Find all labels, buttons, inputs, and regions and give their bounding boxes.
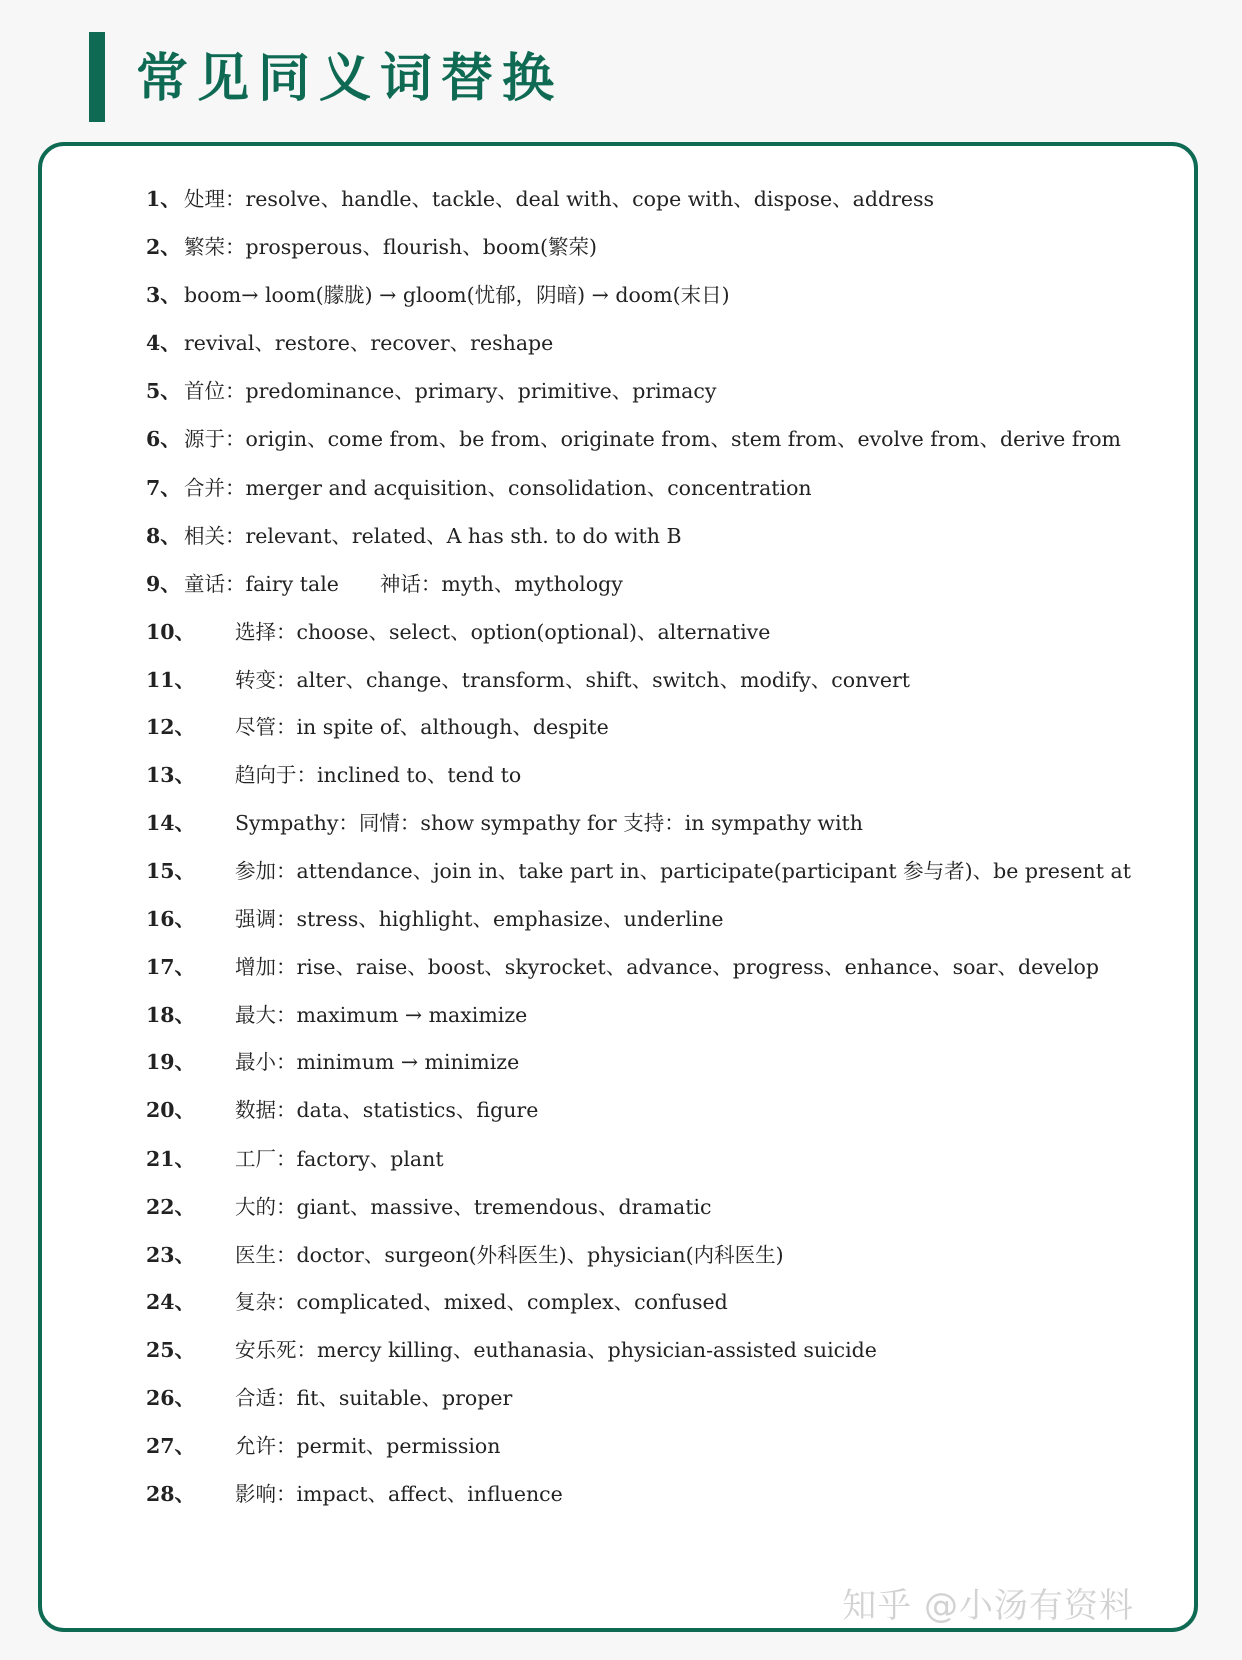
list-item: [146, 229, 597, 265]
list-item: [146, 277, 730, 313]
item-text: 处理：resolve、handle、tackle、deal with、cope with、dispose、address: [184, 187, 935, 211]
item-text: 繁荣：prosperous、flourish、boom(繁荣): [184, 235, 597, 259]
item-text: 尽管：in spite of、although、despite: [235, 715, 609, 739]
list-item: [146, 662, 910, 698]
item-text: 选择：choose、select、option(optional)、alternative: [235, 620, 771, 644]
item-number: 27、: [146, 1434, 196, 1458]
item-number: 2、: [146, 235, 181, 259]
item-number: 19、: [146, 1050, 196, 1074]
item-text: revival、restore、recover、reshape: [184, 331, 554, 355]
list-item: [146, 325, 553, 361]
list-item: [146, 614, 770, 650]
list-item: [146, 1476, 563, 1512]
list-item: [146, 1284, 728, 1320]
list-item: [146, 373, 716, 409]
item-text: 参加：attendance、join in、take part in、participate(participant 参与者)、be present at: [235, 859, 1131, 883]
item-number: 21、: [146, 1147, 196, 1171]
item-text: Sympathy：同情：show sympathy for 支持：in sympathy with: [235, 811, 863, 835]
item-number: 22、: [146, 1195, 196, 1219]
item-number: 10、: [146, 620, 196, 644]
item-number: 11、: [146, 668, 196, 692]
item-text: 安乐死：mercy killing、euthanasia、physician-assisted suicide: [235, 1338, 877, 1362]
item-text: 复杂：complicated、mixed、complex、confused: [235, 1290, 728, 1314]
item-text: 影响：impact、affect、influence: [235, 1482, 563, 1506]
item-number: 1、: [146, 187, 181, 211]
list-item: [146, 470, 812, 506]
item-text: 医生：doctor、surgeon(外科医生)、physician(内科医生): [235, 1243, 784, 1267]
item-number: 13、: [146, 763, 196, 787]
item-number: 5、: [146, 379, 181, 403]
item-text: boom→ loom(朦胧) → gloom(忧郁，阴暗) → doom(末日): [184, 283, 730, 307]
list-item: [146, 421, 1121, 457]
item-text: 首位：predominance、primary、primitive、primacy: [184, 379, 717, 403]
title-accent-bar: [89, 32, 105, 122]
item-number: 18、: [146, 1003, 196, 1027]
item-number: 4、: [146, 331, 181, 355]
list-item: [146, 853, 1131, 889]
item-text: 合并：merger and acquisition、consolidation、concentration: [184, 476, 812, 500]
list-item: [146, 1380, 512, 1416]
item-number: 8、: [146, 524, 181, 548]
list-item: [146, 1141, 444, 1177]
item-text: 数据：data、statistics、figure: [235, 1098, 539, 1122]
item-number: 23、: [146, 1243, 196, 1267]
list-item: [146, 181, 934, 217]
content-card: [38, 142, 1198, 1632]
page-title: 常见同义词替换: [136, 49, 564, 109]
list-item: [146, 1044, 519, 1080]
item-text: 最小：minimum → minimize: [235, 1050, 520, 1074]
list-item: [146, 757, 521, 793]
item-text: 转变：alter、change、transform、shift、switch、modify、convert: [235, 668, 911, 692]
item-number: 9、: [146, 572, 181, 596]
list-item: [146, 709, 609, 745]
list-item: [146, 805, 863, 841]
item-number: 3、: [146, 283, 181, 307]
list-item: [146, 1428, 500, 1464]
list-item: [146, 1332, 877, 1368]
item-text: 允许：permit、permission: [235, 1434, 501, 1458]
list-item: [146, 1092, 538, 1128]
item-text: 大的：giant、massive、tremendous、dramatic: [235, 1195, 712, 1219]
item-number: 26、: [146, 1386, 196, 1410]
item-number: 24、: [146, 1290, 196, 1314]
item-number: 15、: [146, 859, 196, 883]
item-number: 14、: [146, 811, 196, 835]
item-number: 6、: [146, 427, 181, 451]
watermark: 知乎 @小汤有资料: [842, 1586, 1134, 1626]
item-number: 7、: [146, 476, 181, 500]
item-number: 12、: [146, 715, 196, 739]
item-number: 17、: [146, 955, 196, 979]
item-text: 强调：stress、highlight、emphasize、underline: [235, 907, 724, 931]
item-text: 合适：fit、suitable、proper: [235, 1386, 513, 1410]
list-item: [146, 949, 1099, 985]
list-item: [146, 566, 623, 602]
list-item: [146, 901, 724, 937]
item-text: 童话：fairy tale 神话：myth、mythology: [184, 572, 623, 596]
item-number: 25、: [146, 1338, 196, 1362]
item-text: 增加：rise、raise、boost、skyrocket、advance、progress、enhance、soar、develop: [235, 955, 1100, 979]
list-item: [146, 997, 527, 1033]
item-number: 16、: [146, 907, 196, 931]
item-text: 源于：origin、come from、be from、originate from、stem from、evolve from、derive from: [184, 427, 1121, 451]
item-text: 工厂：factory、plant: [235, 1147, 444, 1171]
item-text: 趋向于：inclined to、tend to: [235, 763, 522, 787]
item-text: 最大：maximum → maximize: [235, 1003, 528, 1027]
list-item: [146, 1237, 784, 1273]
list-item: [146, 518, 682, 554]
list-item: [146, 1189, 712, 1225]
item-text: 相关：relevant、related、A has sth. to do with B: [184, 524, 682, 548]
item-number: 20、: [146, 1098, 196, 1122]
item-number: 28、: [146, 1482, 196, 1506]
